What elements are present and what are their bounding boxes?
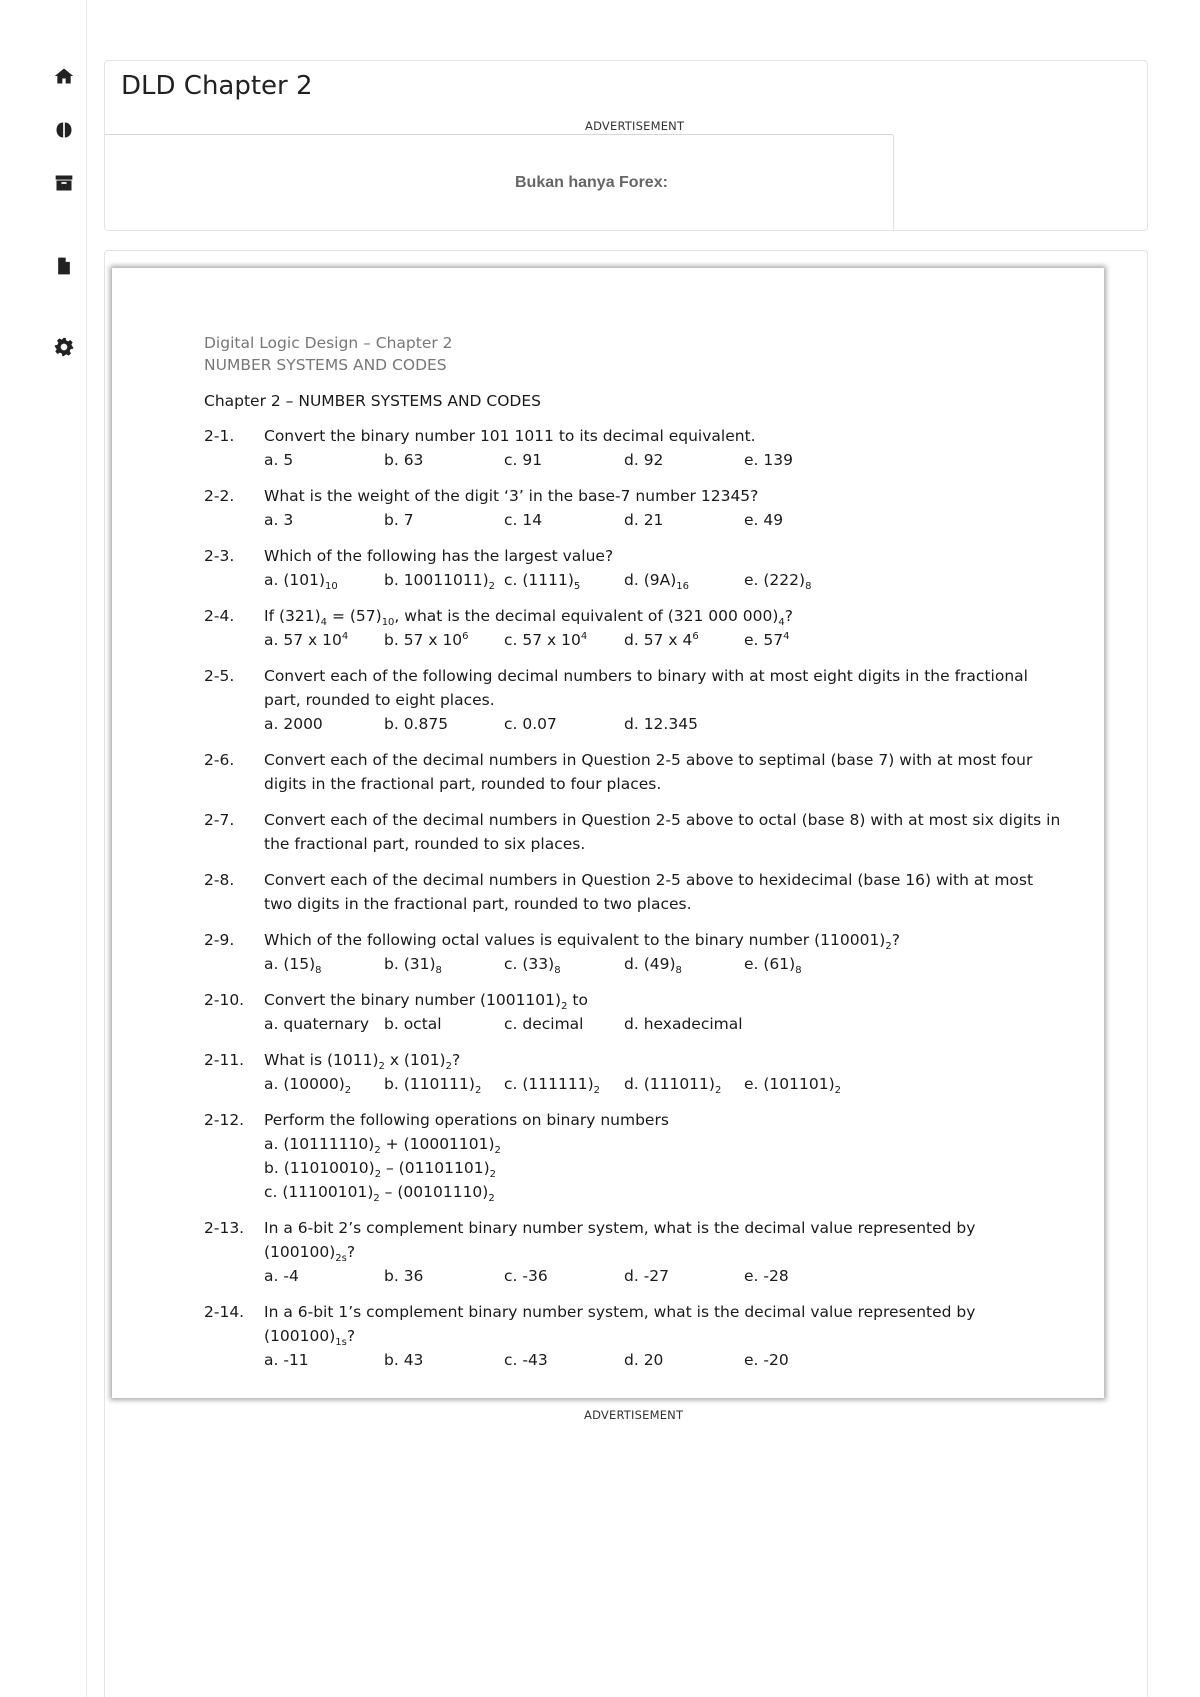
answer-option: c. 14 — [504, 511, 543, 529]
question-text: Perform the following operations on binary numbers — [264, 1111, 669, 1129]
question-number: 2-5. — [204, 667, 235, 685]
answer-option: c. $(111111)_2$ — [504, 1075, 601, 1097]
question-item — [204, 424, 1064, 472]
question-number: 2-12. — [204, 1111, 245, 1129]
answer-option: b. 7 — [384, 511, 414, 529]
answer-option: e. $(101101)_2$ — [744, 1075, 842, 1097]
answer-option: b. 0.875 — [384, 715, 449, 733]
question-number: 2-7. — [204, 811, 235, 829]
question-item — [204, 1216, 1064, 1288]
advertisement-label: ADVERTISEMENT — [585, 119, 685, 133]
answer-options — [264, 628, 1064, 652]
ad-banner[interactable] — [105, 135, 894, 231]
answer-option: c. -36 — [504, 1267, 548, 1285]
answer-option: a. quaternary — [264, 1015, 370, 1033]
question-number: 2-14. — [204, 1303, 245, 1321]
answer-options — [264, 712, 1064, 736]
question-item — [204, 1108, 1064, 1204]
brain-icon[interactable] — [52, 118, 76, 142]
question-text: In a 6-bit 1’s complement binary number system, what is the decimal value represented by — [264, 1303, 976, 1321]
question-number: 2-10. — [204, 991, 245, 1009]
answer-option: e. -28 — [744, 1267, 789, 1285]
question-item — [204, 868, 1064, 916]
question-item — [204, 1300, 1064, 1372]
sidebar — [0, 0, 87, 1697]
answer-options — [264, 1348, 1064, 1372]
gear-icon[interactable] — [52, 335, 76, 359]
question-number: 2-1. — [204, 427, 235, 445]
answer-options — [264, 1012, 1064, 1036]
answer-option: d. $(9A)_{16}$ — [624, 571, 689, 593]
chapter-title: Chapter 2 – NUMBER SYSTEMS AND CODES — [204, 392, 541, 410]
answer-options — [264, 448, 1064, 472]
answer-options — [264, 1264, 1064, 1288]
operation-list — [264, 1132, 1064, 1204]
question-text: In a 6-bit 2’s complement binary number system, what is the decimal value represented by — [264, 1219, 976, 1237]
document-header — [204, 332, 1064, 376]
question-item — [204, 808, 1064, 856]
home-icon[interactable] — [52, 64, 76, 88]
answer-option: d. -27 — [624, 1267, 670, 1285]
document-content — [204, 332, 1064, 1372]
answer-option: c. 57 x $10^4$ — [504, 630, 588, 649]
page-title: DLD Chapter 2 — [121, 71, 313, 101]
question-text: What is $(1011)_2$ x $(101)_2$? — [264, 1051, 461, 1073]
answer-option: b. $10011011)_2$ — [384, 571, 496, 593]
answer-option: d. 21 — [624, 511, 664, 529]
answer-option: e. 139 — [744, 451, 793, 469]
answer-option: e. $(61)_8$ — [744, 955, 802, 977]
answer-option: a. $(15)_8$ — [264, 955, 322, 977]
question-text: What is the weight of the digit ‘3’ in the base-7 number 12345? — [264, 487, 759, 505]
question-number: 2-13. — [204, 1219, 245, 1237]
answer-option: c. decimal — [504, 1015, 584, 1033]
question-item — [204, 664, 1064, 736]
answer-option: d. 57 x $4^6$ — [624, 630, 699, 649]
answer-option: b. 63 — [384, 451, 424, 469]
file-icon[interactable] — [52, 254, 76, 278]
document-page — [112, 268, 1104, 1398]
question-text: Convert each of the following decimal numbers to binary with at most eight digits in the fractional part, rounded to eight places. — [264, 667, 1028, 709]
answer-option: b. 57 x $10^6$ — [384, 630, 469, 649]
question-text: Which of the following octal values is equivalent to the binary number $(110001)_2$? — [264, 931, 900, 953]
answer-options — [264, 952, 1064, 976]
question-number: 2-4. — [204, 607, 235, 625]
answer-option: d. 20 — [624, 1351, 664, 1369]
answer-option: d. 12.345 — [624, 715, 698, 733]
question-text: Convert each of the decimal numbers in Question 2-5 above to octal (base 8) with at most six digits in the fractional part, rounded to six places. — [264, 811, 1061, 853]
answer-option: a. $(10000)_2$ — [264, 1075, 352, 1097]
answer-option: c. 91 — [504, 451, 543, 469]
answer-option: e. $57^4$ — [744, 630, 790, 649]
question-item — [204, 1048, 1064, 1096]
question-text: Convert the binary number $(1001101)_2$ to — [264, 991, 588, 1013]
answer-options — [264, 1072, 1064, 1096]
question-text: Convert the binary number 101 1011 to its decimal equivalent. — [264, 427, 756, 445]
question-item — [204, 988, 1064, 1036]
answer-option: a. 3 — [264, 511, 294, 529]
answer-option: c. $(1111)_5$ — [504, 571, 581, 593]
document-header-line: NUMBER SYSTEMS AND CODES — [204, 356, 447, 374]
answer-option: b. octal — [384, 1015, 442, 1033]
question-text-continued: $(100100)_{2s}$? — [264, 1243, 356, 1265]
ad-text[interactable]: Bukan hanya Forex: — [515, 174, 668, 191]
question-number: 2-8. — [204, 871, 235, 889]
answer-option: a. 57 x $10^4$ — [264, 630, 349, 649]
answer-option: d. $(49)_8$ — [624, 955, 682, 977]
answer-option: a. 2000 — [264, 715, 323, 733]
answer-option: d. hexadecimal — [624, 1015, 743, 1033]
question-item — [204, 604, 1064, 652]
answer-option: c. $(33)_8$ — [504, 955, 561, 977]
archive-icon[interactable] — [52, 171, 76, 195]
question-item — [204, 484, 1064, 532]
question-text: Convert each of the decimal numbers in Question 2-5 above to septimal (base 7) with at most four digits in the fractional part, rounded to four places. — [264, 751, 1033, 793]
question-item — [204, 748, 1064, 796]
question-text: Which of the following has the largest value? — [264, 547, 614, 565]
question-text: If $(321)_4 = (57)_{10}$, what is the decimal equivalent of (321 000 $000)_4$? — [264, 607, 794, 629]
question-text-continued: $(100100)_{1s}$? — [264, 1327, 356, 1349]
answer-option: e. $(222)_8$ — [744, 571, 812, 593]
answer-option: e. -20 — [744, 1351, 789, 1369]
question-number: 2-6. — [204, 751, 235, 769]
question-item — [204, 928, 1064, 976]
answer-option: d. $(111011)_2$ — [624, 1075, 722, 1097]
answer-options — [264, 508, 1064, 532]
operation-line: b. $(11010010)_2 - (01101101)_2$ — [264, 1159, 497, 1181]
header-card — [104, 60, 1148, 231]
document-header-line: Digital Logic Design – Chapter 2 — [204, 334, 453, 352]
answer-option: b. $(31)_8$ — [384, 955, 442, 977]
question-number: 2-3. — [204, 547, 235, 565]
advertisement-label: ADVERTISEMENT — [584, 1408, 684, 1422]
question-number: 2-9. — [204, 931, 235, 949]
question-item — [204, 544, 1064, 592]
answer-option: a. $(101)_{10}$ — [264, 571, 338, 593]
operation-line: c. $(11100101)_2 - (00101110)_2$ — [264, 1183, 495, 1205]
answer-option: a. 5 — [264, 451, 294, 469]
answer-option: b. $(110111)_2$ — [384, 1075, 482, 1097]
question-text: Convert each of the decimal numbers in Question 2-5 above to hexidecimal (base 16) with at most two digits in the fractional part, rounded to two places. — [264, 871, 1034, 913]
answer-option: e. 49 — [744, 511, 784, 529]
answer-option: b. 43 — [384, 1351, 424, 1369]
answer-option: c. 0.07 — [504, 715, 557, 733]
question-number: 2-2. — [204, 487, 235, 505]
question-number: 2-11. — [204, 1051, 245, 1069]
answer-options — [264, 568, 1064, 592]
answer-option: d. 92 — [624, 451, 664, 469]
answer-option: c. -43 — [504, 1351, 548, 1369]
answer-option: a. -4 — [264, 1267, 299, 1285]
answer-option: a. -11 — [264, 1351, 309, 1369]
operation-line: a. $(10111110)_2 + (10001101)_2$ — [264, 1135, 501, 1157]
answer-option: b. 36 — [384, 1267, 424, 1285]
